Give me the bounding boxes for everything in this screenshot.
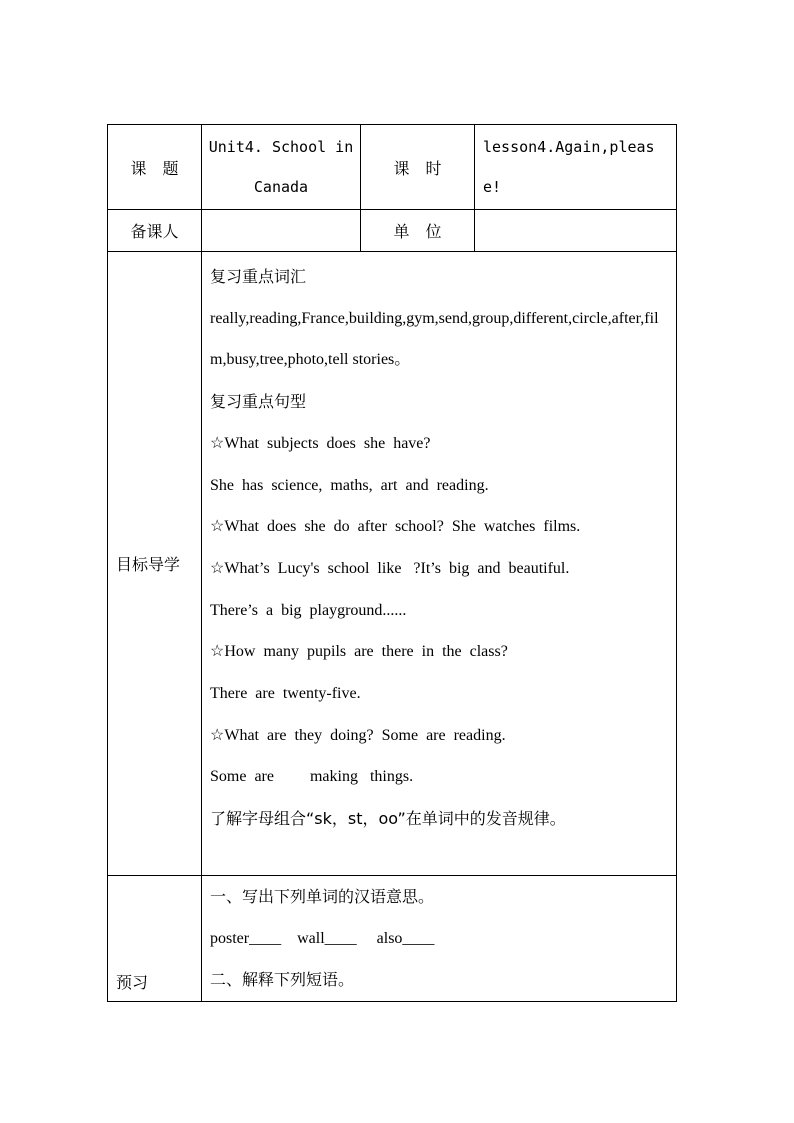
sentence-line: She has science, maths, art and reading. <box>210 476 489 494</box>
header-row <box>108 125 677 210</box>
author-value <box>202 210 361 252</box>
preview-task-2: 二、解释下列短语。 <box>210 970 355 990</box>
period-value: lesson4.Again,please! <box>475 125 677 210</box>
period-label: 课 时 <box>361 125 475 210</box>
goals-content <box>202 252 677 876</box>
sentence-heading: 复习重点句型 <box>210 392 307 412</box>
sentence-line: ☆How many pupils are there in the class? <box>210 643 508 661</box>
preview-task-1-words: poster____ wall____ also____ <box>210 929 435 947</box>
goals-row <box>108 252 677 876</box>
sentence-line: There’s a big playground...... <box>210 601 407 619</box>
preview-label: 预习 <box>108 876 202 1002</box>
preview-content <box>202 876 677 1002</box>
sentence-line: ☆What subjects does she have? <box>210 434 431 452</box>
lesson-plan-table <box>107 124 677 1002</box>
topic-value: Unit4. School in Canada <box>202 125 361 210</box>
preview-task-1: 一、写出下列单词的汉语意思。 <box>210 887 435 906</box>
sentence-line: ☆What are they doing? Some are reading. <box>210 726 506 744</box>
sentence-line: Some are making things. <box>210 768 414 786</box>
topic-label: 课 题 <box>108 125 202 210</box>
preview-row <box>108 876 677 1002</box>
phonics-note: 了解字母组合“sk，st，oo”在单词中的发音规律。 <box>210 809 566 829</box>
unit-value <box>475 210 677 252</box>
author-row <box>108 210 677 252</box>
vocab-words: really,reading,France,building,gym,send,group,different,circle,after,film,busy,tree,photo,tell stories。 <box>210 309 659 369</box>
goals-label: 目标导学 <box>108 252 202 876</box>
sentence-line: ☆What does she do after school? She watches films. <box>210 518 581 536</box>
sentence-line: ☆What’s Lucy's school like ?It’s big and beautiful. <box>210 559 570 577</box>
unit-label: 单 位 <box>361 210 475 252</box>
author-label: 备课人 <box>108 210 202 252</box>
sentence-line: There are twenty-five. <box>210 685 361 703</box>
vocab-heading: 复习重点词汇 <box>210 267 307 286</box>
